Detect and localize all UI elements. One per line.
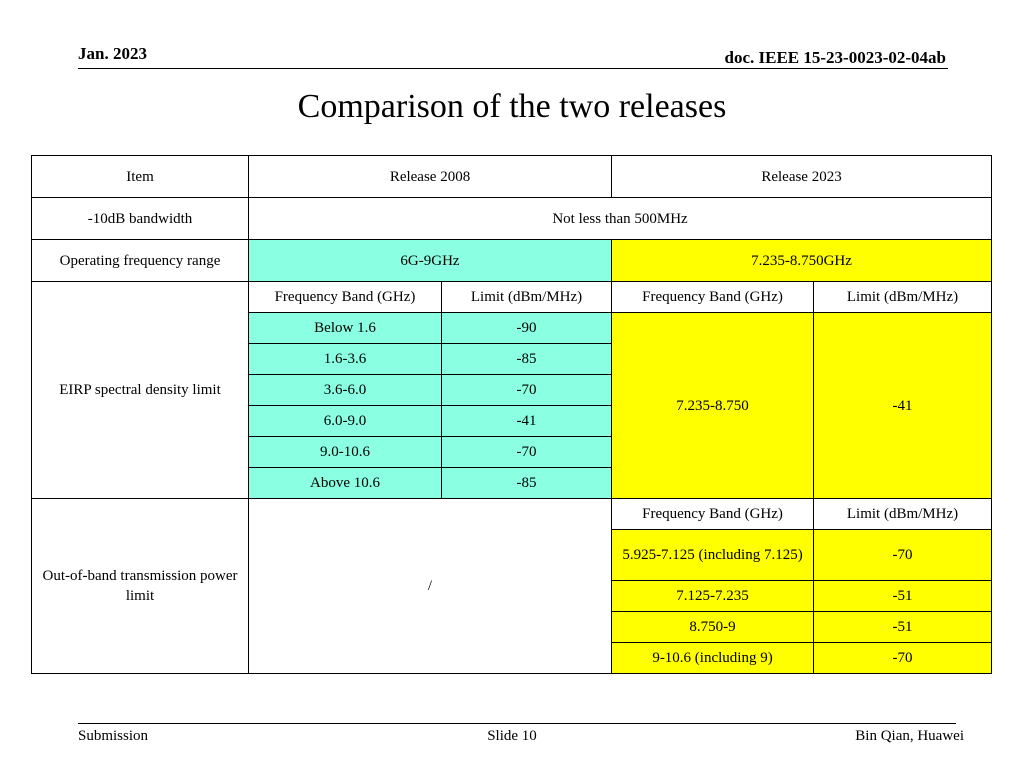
bandwidth-value: Not less than 500MHz <box>249 198 992 240</box>
oob-2023-limit: -70 <box>814 530 992 581</box>
header-date: Jan. 2023 <box>78 44 147 63</box>
eirp-2008-limit: -70 <box>442 437 612 468</box>
slide-title: Comparison of the two releases <box>297 88 727 125</box>
eirp-2008-band: 9.0-10.6 <box>249 437 442 468</box>
oob-2023-limit: -51 <box>814 612 992 643</box>
oob-2023-limit-header: Limit (dBm/MHz) <box>814 499 992 530</box>
eirp-2008-band: Above 10.6 <box>249 468 442 499</box>
eirp-2023-band-header: Frequency Band (GHz) <box>612 282 814 313</box>
eirp-2008-band-header: Frequency Band (GHz) <box>249 282 442 313</box>
oob-2023-band: 9-10.6 (including 9) <box>612 643 814 674</box>
header-release-2008: Release 2008 <box>249 156 612 198</box>
footer-rule <box>78 723 956 724</box>
table-header-row <box>32 156 992 198</box>
header-doc-id: doc. IEEE 15-23-0023-02-04ab <box>724 48 946 67</box>
footer-author: Bin Qian, Huawei <box>855 728 964 744</box>
eirp-2008-band: Below 1.6 <box>249 313 442 344</box>
header-release-2023: Release 2023 <box>612 156 992 198</box>
comparison-table <box>31 155 992 674</box>
oob-2008-value: / <box>249 499 612 674</box>
eirp-2023-limit: -41 <box>814 313 992 499</box>
footer-slide-number: Slide 10 <box>487 728 537 744</box>
footer-submission: Submission <box>78 728 149 744</box>
eirp-label: EIRP spectral density limit <box>32 282 249 499</box>
oob-subheader-row <box>32 499 992 530</box>
eirp-2008-band: 1.6-3.6 <box>249 344 442 375</box>
eirp-2008-band: 6.0-9.0 <box>249 406 442 437</box>
oob-2023-band: 5.925-7.125 (including 7.125) <box>612 530 814 581</box>
oob-2023-limit: -70 <box>814 643 992 674</box>
freq-range-2023: 7.235-8.750GHz <box>612 240 992 282</box>
eirp-2023-limit-header: Limit (dBm/MHz) <box>814 282 992 313</box>
oob-2023-band-header: Frequency Band (GHz) <box>612 499 814 530</box>
oob-2023-band: 8.750-9 <box>612 612 814 643</box>
eirp-2008-limit: -85 <box>442 468 612 499</box>
oob-2023-band: 7.125-7.235 <box>612 581 814 612</box>
oob-2023-limit: -51 <box>814 581 992 612</box>
freq-range-2008: 6G-9GHz <box>249 240 612 282</box>
freq-range-row <box>32 240 992 282</box>
header-rule <box>78 68 948 69</box>
header-item: Item <box>32 156 249 198</box>
eirp-2008-limit: -90 <box>442 313 612 344</box>
eirp-2008-limit-header: Limit (dBm/MHz) <box>442 282 612 313</box>
bandwidth-row <box>32 198 992 240</box>
freq-range-label: Operating frequency range <box>32 240 249 282</box>
eirp-2008-limit: -85 <box>442 344 612 375</box>
eirp-2008-limit: -41 <box>442 406 612 437</box>
eirp-2023-band: 7.235-8.750 <box>612 313 814 499</box>
eirp-subheader-row <box>32 282 992 313</box>
eirp-2008-band: 3.6-6.0 <box>249 375 442 406</box>
eirp-2008-limit: -70 <box>442 375 612 406</box>
oob-label: Out-of-band transmission power limit <box>32 499 249 674</box>
bandwidth-label: -10dB bandwidth <box>32 198 249 240</box>
